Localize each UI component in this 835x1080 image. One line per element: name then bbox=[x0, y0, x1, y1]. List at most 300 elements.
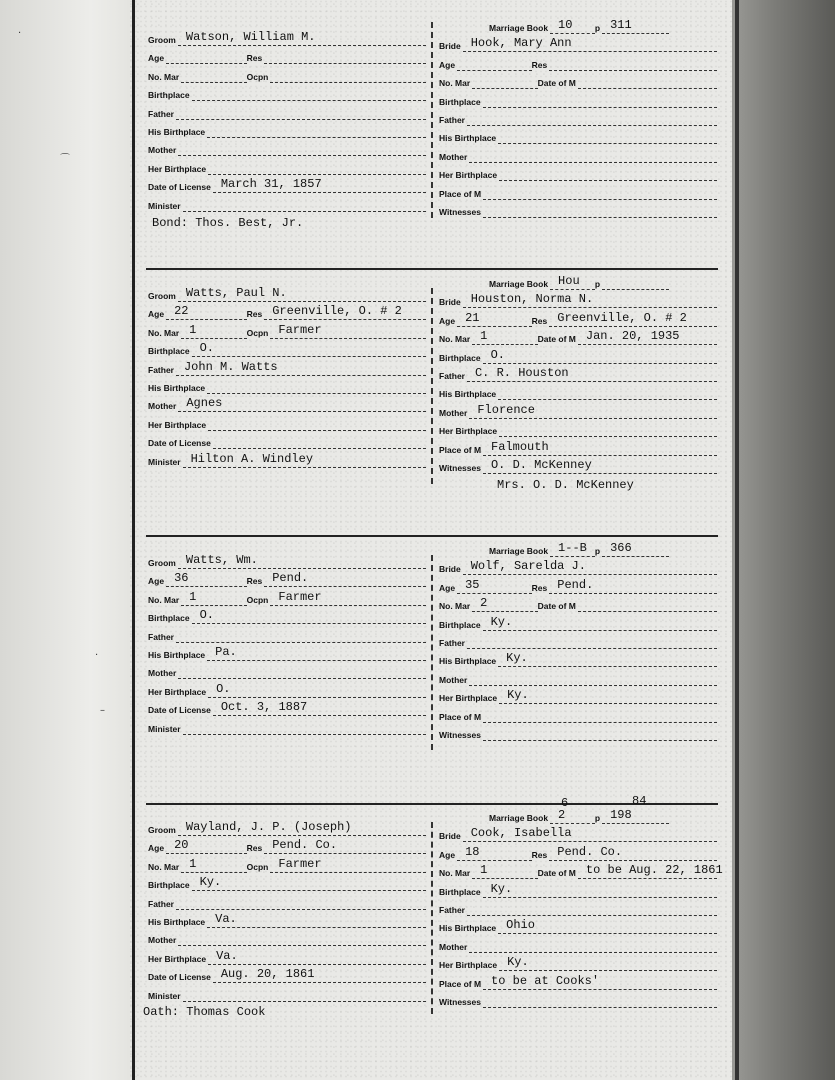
marriage-book-number-line bbox=[550, 19, 595, 34]
form-row bbox=[148, 341, 426, 357]
bride-birthplace: O. bbox=[490, 347, 505, 362]
groom-name: Watts, Wm. bbox=[185, 553, 258, 567]
her-birthplace-label: Her Birthplace bbox=[148, 163, 207, 174]
bride-age: 35 bbox=[465, 577, 480, 592]
groom-birthplace-line bbox=[192, 609, 426, 624]
groom-label: Groom bbox=[148, 35, 176, 45]
form-row bbox=[148, 122, 426, 138]
date-of-license-label: Date of License bbox=[148, 705, 211, 716]
form-row bbox=[148, 857, 426, 873]
witnesses-label: Witnesses bbox=[439, 997, 481, 1007]
mother-segment bbox=[148, 141, 426, 156]
bride-record bbox=[439, 18, 717, 220]
bride-mother-line bbox=[469, 404, 717, 419]
her-birthplace-segment bbox=[439, 422, 717, 437]
bride-witnesses-line bbox=[483, 993, 717, 1008]
groom-her-birthplace-line bbox=[208, 416, 426, 431]
minister-segment bbox=[148, 720, 426, 735]
form-row bbox=[439, 955, 717, 971]
marriage-book-label: Marriage Book bbox=[489, 546, 549, 556]
marriage-book-segment bbox=[489, 542, 595, 557]
column-divider bbox=[431, 22, 434, 218]
ocpn-segment bbox=[247, 324, 426, 339]
additional-witness: Mrs. O. D. McKenney bbox=[497, 478, 634, 493]
age-label: Age bbox=[148, 309, 165, 320]
form-row bbox=[148, 396, 426, 412]
groom-res-line bbox=[264, 49, 426, 64]
groom-his-birthplace: Va. bbox=[215, 912, 237, 926]
groom-ocpn-line bbox=[270, 68, 426, 83]
form-row bbox=[439, 918, 717, 934]
bride-name-line bbox=[463, 37, 717, 52]
date-of-m-label: Date of M bbox=[537, 868, 576, 879]
bride-name-line bbox=[463, 293, 717, 308]
res-label: Res bbox=[531, 59, 548, 70]
bride-date-of-m-line bbox=[578, 863, 723, 879]
no-mar-segment bbox=[439, 74, 538, 89]
form-row bbox=[439, 165, 717, 181]
date-of-m-label: Date of M bbox=[537, 601, 576, 612]
groom-mother-line bbox=[178, 397, 426, 412]
birthplace-label: Birthplace bbox=[439, 619, 481, 630]
form-row bbox=[439, 384, 717, 400]
age-label: Age bbox=[148, 576, 165, 587]
form-row bbox=[148, 627, 426, 643]
bride-no-mar-line bbox=[472, 74, 537, 89]
birthplace-segment bbox=[148, 86, 426, 101]
witnesses-label: Witnesses bbox=[439, 207, 481, 217]
no-mar-label: No. Mar bbox=[439, 78, 471, 89]
groom-birthplace-line bbox=[192, 86, 426, 101]
bride-his-birthplace: Ohio bbox=[506, 918, 535, 933]
bride-mother-line bbox=[469, 938, 717, 953]
bride-mother-line bbox=[469, 671, 717, 686]
bride-segment bbox=[439, 37, 717, 52]
bride-his-birthplace-line bbox=[498, 919, 717, 934]
form-row bbox=[439, 440, 717, 456]
age-segment bbox=[148, 839, 247, 854]
groom-mother: Agnes bbox=[186, 396, 223, 411]
form-row bbox=[148, 140, 426, 156]
form-row bbox=[439, 578, 717, 594]
right-edge-line bbox=[735, 0, 739, 1080]
groom-minister: Hilton A. Windley bbox=[190, 451, 314, 466]
bride-record bbox=[439, 541, 717, 743]
form-row bbox=[148, 838, 426, 854]
bride-segment bbox=[439, 560, 717, 575]
minister-label: Minister bbox=[148, 200, 181, 211]
ocpn-segment bbox=[247, 68, 426, 83]
no-mar-segment bbox=[148, 591, 247, 606]
res-segment bbox=[532, 846, 717, 861]
groom-birthplace-line bbox=[192, 876, 426, 891]
ocpn-label: Ocpn bbox=[246, 327, 269, 338]
date-of-m-label: Date of M bbox=[537, 334, 576, 345]
bride-segment bbox=[439, 827, 717, 842]
res-segment bbox=[532, 56, 717, 71]
bride-name-line bbox=[463, 827, 717, 842]
marriage-book-page-correction: 84 bbox=[632, 794, 647, 808]
groom-age: 36 bbox=[174, 571, 189, 586]
her-birthplace-segment bbox=[148, 416, 426, 431]
groom-no-mar: 1 bbox=[189, 589, 197, 604]
form-row bbox=[439, 184, 717, 200]
mother-segment bbox=[439, 148, 717, 163]
bride-res: Pend. bbox=[557, 577, 594, 592]
her-birthplace-segment bbox=[148, 160, 426, 175]
res-label: Res bbox=[531, 582, 548, 593]
form-row bbox=[439, 202, 717, 218]
marriage-book-header bbox=[489, 274, 669, 290]
scan-speck: · bbox=[95, 650, 99, 661]
bride-name: Houston, Norma N. bbox=[470, 292, 594, 307]
birthplace-segment bbox=[148, 876, 426, 891]
bride-her-birthplace: Ky. bbox=[507, 955, 529, 970]
place-of-m-segment bbox=[439, 441, 717, 456]
form-row bbox=[148, 286, 426, 302]
groom-age: 22 bbox=[174, 304, 189, 319]
form-row bbox=[439, 900, 717, 916]
form-row bbox=[148, 48, 426, 64]
place-of-m-segment bbox=[439, 708, 717, 723]
bride-no-mar-line bbox=[472, 330, 537, 345]
res-label: Res bbox=[531, 315, 548, 326]
groom-ocpn: Farmer bbox=[278, 589, 322, 604]
res-segment bbox=[532, 579, 717, 594]
her-birthplace-segment bbox=[439, 166, 717, 181]
groom-birthplace: O. bbox=[199, 341, 214, 356]
form-row bbox=[439, 36, 717, 52]
bride-place-of-m-line bbox=[483, 975, 717, 990]
record-note: Oath: Thomas Cook bbox=[143, 1005, 266, 1019]
marriage-book-page-line bbox=[602, 542, 669, 557]
bride-age-line bbox=[457, 312, 532, 327]
column-divider bbox=[431, 555, 434, 750]
minister-segment bbox=[148, 197, 426, 212]
groom-date-of-license: Aug. 20, 1861 bbox=[220, 967, 315, 982]
bride-label: Bride bbox=[439, 297, 461, 308]
bride-his-birthplace-line bbox=[498, 129, 717, 144]
form-row bbox=[439, 73, 717, 89]
date-of-m-segment bbox=[538, 597, 717, 612]
her-birthplace-label: Her Birthplace bbox=[148, 686, 207, 697]
form-row bbox=[439, 110, 717, 126]
groom-label: Groom bbox=[148, 291, 176, 301]
bride-father-line bbox=[467, 111, 717, 126]
date-of-license-label: Date of License bbox=[148, 182, 211, 193]
bride-place-of-m: Falmouth bbox=[491, 439, 549, 454]
groom-birthplace: Ky. bbox=[199, 875, 222, 890]
bride-date-of-m-line bbox=[578, 597, 717, 612]
birthplace-label: Birthplace bbox=[439, 352, 481, 363]
bride-no-mar-line bbox=[472, 864, 537, 879]
father-segment bbox=[439, 634, 717, 649]
father-label: Father bbox=[148, 631, 174, 642]
minister-label: Minister bbox=[148, 990, 181, 1001]
groom-birthplace-line bbox=[192, 342, 426, 357]
bride-no-mar: 1 bbox=[480, 863, 488, 878]
bride-label: Bride bbox=[439, 831, 461, 842]
date-of-m-segment bbox=[538, 330, 717, 345]
no-mar-segment bbox=[439, 864, 538, 879]
groom-ocpn: Farmer bbox=[278, 322, 322, 337]
father-label: Father bbox=[439, 638, 465, 648]
marriage-book-page: 198 bbox=[610, 808, 632, 822]
bride-res-line bbox=[549, 56, 717, 71]
groom-no-mar-line bbox=[181, 591, 246, 606]
birthplace-segment bbox=[439, 883, 717, 898]
mother-segment bbox=[148, 664, 426, 679]
page-segment bbox=[595, 809, 669, 824]
groom-name: Watson, William M. bbox=[185, 30, 316, 44]
bride-his-birthplace-line bbox=[498, 652, 717, 667]
bride-her-birthplace-line bbox=[499, 422, 717, 437]
birthplace-segment bbox=[148, 342, 426, 357]
bride-no-mar: 1 bbox=[480, 329, 488, 344]
bride-father-line bbox=[467, 634, 717, 649]
mother-label: Mother bbox=[439, 674, 468, 685]
witnesses-label: Witnesses bbox=[439, 463, 481, 473]
form-row bbox=[148, 30, 426, 46]
age-segment bbox=[148, 572, 247, 587]
date-of-license-segment bbox=[148, 434, 426, 449]
bride-label: Bride bbox=[439, 41, 461, 52]
form-row bbox=[148, 967, 426, 983]
form-row bbox=[439, 55, 717, 71]
birthplace-segment bbox=[439, 616, 717, 631]
form-row bbox=[148, 360, 426, 376]
form-row bbox=[439, 688, 717, 704]
form-row bbox=[439, 366, 717, 382]
form-row bbox=[439, 596, 717, 612]
his-birthplace-segment bbox=[439, 652, 717, 667]
his-birthplace-segment bbox=[148, 379, 426, 394]
res-label: Res bbox=[246, 309, 263, 320]
form-row bbox=[439, 651, 717, 667]
father-segment bbox=[439, 111, 717, 126]
her-birthplace-label: Her Birthplace bbox=[439, 960, 498, 971]
his-birthplace-label: His Birthplace bbox=[148, 127, 206, 137]
form-row bbox=[439, 845, 717, 861]
witnesses-label: Witnesses bbox=[439, 730, 481, 740]
groom-record bbox=[148, 30, 426, 232]
groom-father-line bbox=[176, 361, 426, 376]
form-row bbox=[439, 937, 717, 953]
birthplace-label: Birthplace bbox=[148, 90, 190, 101]
bride-name: Wolf, Sarelda J. bbox=[470, 559, 586, 574]
witnesses-segment bbox=[439, 726, 717, 741]
bride-age: 18 bbox=[465, 844, 480, 859]
form-row bbox=[439, 311, 717, 327]
age-label: Age bbox=[148, 843, 165, 854]
groom-date-of-license-line bbox=[213, 178, 426, 193]
groom-father-line bbox=[176, 895, 426, 910]
marriage-book-number: 10 bbox=[558, 18, 573, 32]
bride-date-of-m: Jan. 20, 1935 bbox=[585, 329, 680, 344]
groom-name: Watts, Paul N. bbox=[185, 286, 287, 300]
form-row bbox=[148, 645, 426, 661]
age-segment bbox=[439, 56, 532, 71]
form-row bbox=[148, 177, 426, 193]
birthplace-segment bbox=[439, 349, 717, 364]
groom-his-birthplace-line bbox=[207, 379, 426, 394]
his-birthplace-label: His Birthplace bbox=[439, 389, 497, 400]
form-row bbox=[148, 378, 426, 394]
birthplace-label: Birthplace bbox=[148, 880, 190, 891]
father-label: Father bbox=[148, 364, 174, 375]
marriage-book-number-line bbox=[550, 809, 595, 824]
groom-minister-line bbox=[183, 453, 426, 468]
groom-date-of-license-line bbox=[213, 701, 426, 716]
groom-his-birthplace-line bbox=[207, 123, 426, 138]
form-row bbox=[439, 421, 717, 437]
marriage-book-number: Hou bbox=[558, 274, 580, 288]
father-segment bbox=[439, 901, 717, 916]
groom-no-mar-line bbox=[181, 858, 246, 873]
form-row bbox=[148, 986, 426, 1002]
his-birthplace-segment bbox=[148, 913, 426, 928]
form-row bbox=[148, 415, 426, 431]
groom-ocpn-line bbox=[270, 324, 426, 339]
bride-res: Greenville, O. # 2 bbox=[557, 310, 687, 325]
form-row bbox=[148, 949, 426, 965]
groom-record bbox=[148, 820, 426, 1022]
bride-birthplace: Ky. bbox=[490, 881, 513, 896]
form-row bbox=[439, 615, 717, 631]
bride-her-birthplace-line bbox=[499, 166, 717, 181]
form-row bbox=[148, 323, 426, 339]
mother-label: Mother bbox=[148, 401, 177, 412]
bride-witnesses-line bbox=[483, 459, 717, 474]
father-label: Father bbox=[148, 898, 174, 909]
form-row bbox=[439, 974, 717, 990]
age-label: Age bbox=[148, 53, 165, 64]
groom-ocpn-line bbox=[270, 858, 426, 873]
bride-name-line bbox=[463, 560, 717, 575]
groom-res-line bbox=[264, 305, 426, 320]
form-row bbox=[148, 663, 426, 679]
father-segment bbox=[148, 628, 426, 643]
page-label: p bbox=[594, 546, 601, 556]
place-of-m-segment bbox=[439, 185, 717, 200]
no-mar-label: No. Mar bbox=[148, 594, 180, 605]
age-segment bbox=[148, 49, 247, 64]
father-segment bbox=[148, 361, 426, 376]
her-birthplace-segment bbox=[439, 689, 717, 704]
his-birthplace-label: His Birthplace bbox=[439, 923, 497, 934]
marriage-book-label: Marriage Book bbox=[489, 813, 549, 823]
mother-label: Mother bbox=[148, 668, 177, 679]
his-birthplace-label: His Birthplace bbox=[439, 133, 497, 144]
bride-birthplace-line bbox=[483, 883, 717, 898]
record-separator bbox=[146, 535, 718, 537]
form-row bbox=[148, 452, 426, 468]
res-label: Res bbox=[531, 849, 548, 860]
groom-segment bbox=[148, 287, 426, 302]
age-label: Age bbox=[439, 315, 456, 326]
groom-mother-line bbox=[178, 931, 426, 946]
no-mar-segment bbox=[439, 330, 538, 345]
birthplace-label: Birthplace bbox=[439, 96, 481, 107]
marriage-book-header bbox=[489, 541, 669, 557]
form-row bbox=[148, 875, 426, 891]
form-row bbox=[439, 826, 717, 842]
date-of-m-label: Date of M bbox=[537, 78, 576, 89]
bride-date-of-m: to be Aug. 22, 1861 bbox=[585, 863, 723, 878]
his-birthplace-label: His Birthplace bbox=[148, 650, 206, 660]
res-segment bbox=[247, 305, 426, 320]
marriage-book-label: Marriage Book bbox=[489, 279, 549, 289]
column-divider bbox=[431, 288, 434, 484]
groom-age: 20 bbox=[174, 838, 189, 853]
res-segment bbox=[247, 839, 426, 854]
her-birthplace-label: Her Birthplace bbox=[148, 419, 207, 430]
minister-label: Minister bbox=[148, 723, 181, 734]
bride-name: Hook, Mary Ann bbox=[470, 36, 572, 51]
marriage-book-page-line bbox=[602, 275, 669, 290]
bride-place-of-m-line bbox=[483, 708, 717, 723]
birthplace-label: Birthplace bbox=[148, 346, 190, 357]
groom-ocpn: Farmer bbox=[278, 856, 322, 871]
marriage-book-header bbox=[489, 18, 669, 34]
form-row bbox=[148, 894, 426, 910]
date-of-license-label: Date of License bbox=[148, 972, 211, 983]
mother-segment bbox=[439, 404, 717, 419]
father-segment bbox=[439, 367, 717, 382]
groom-ocpn-line bbox=[270, 591, 426, 606]
form-row bbox=[148, 571, 426, 587]
groom-her-birthplace-line bbox=[208, 160, 426, 175]
bride-her-birthplace-line bbox=[499, 956, 717, 971]
marriage-book-header bbox=[489, 808, 669, 824]
groom-father-line bbox=[176, 105, 426, 120]
groom-date-of-license-line bbox=[213, 968, 426, 983]
father-label: Father bbox=[148, 108, 174, 119]
form-row bbox=[439, 725, 717, 741]
her-birthplace-label: Her Birthplace bbox=[439, 170, 498, 181]
birthplace-label: Birthplace bbox=[439, 886, 481, 897]
groom-no-mar-line bbox=[181, 324, 246, 339]
bride-res-line bbox=[549, 846, 717, 861]
marriage-book-segment bbox=[489, 809, 595, 824]
form-row bbox=[439, 128, 717, 144]
groom-no-mar: 1 bbox=[189, 322, 197, 337]
form-row bbox=[439, 863, 723, 879]
groom-her-birthplace-line bbox=[208, 683, 426, 698]
form-row bbox=[439, 707, 717, 723]
groom-age-line bbox=[166, 49, 247, 64]
mother-label: Mother bbox=[148, 935, 177, 946]
her-birthplace-segment bbox=[148, 683, 426, 698]
age-label: Age bbox=[439, 59, 456, 70]
bride-res-line bbox=[549, 579, 717, 594]
form-row bbox=[148, 719, 426, 735]
bride-name: Cook, Isabella bbox=[470, 826, 572, 841]
ocpn-label: Ocpn bbox=[246, 861, 269, 872]
marriage-book-label: Marriage Book bbox=[489, 23, 549, 33]
bride-his-birthplace: Ky. bbox=[506, 651, 528, 666]
her-birthplace-label: Her Birthplace bbox=[439, 693, 498, 704]
page-label: p bbox=[594, 23, 601, 33]
bride-label: Bride bbox=[439, 564, 461, 575]
page-label: p bbox=[594, 813, 601, 823]
his-birthplace-segment bbox=[148, 646, 426, 661]
bride-record bbox=[439, 274, 717, 476]
marriage-book-page: 311 bbox=[610, 18, 632, 32]
marriage-book-segment bbox=[489, 19, 595, 34]
form-row bbox=[148, 820, 426, 836]
mother-label: Mother bbox=[439, 151, 468, 162]
